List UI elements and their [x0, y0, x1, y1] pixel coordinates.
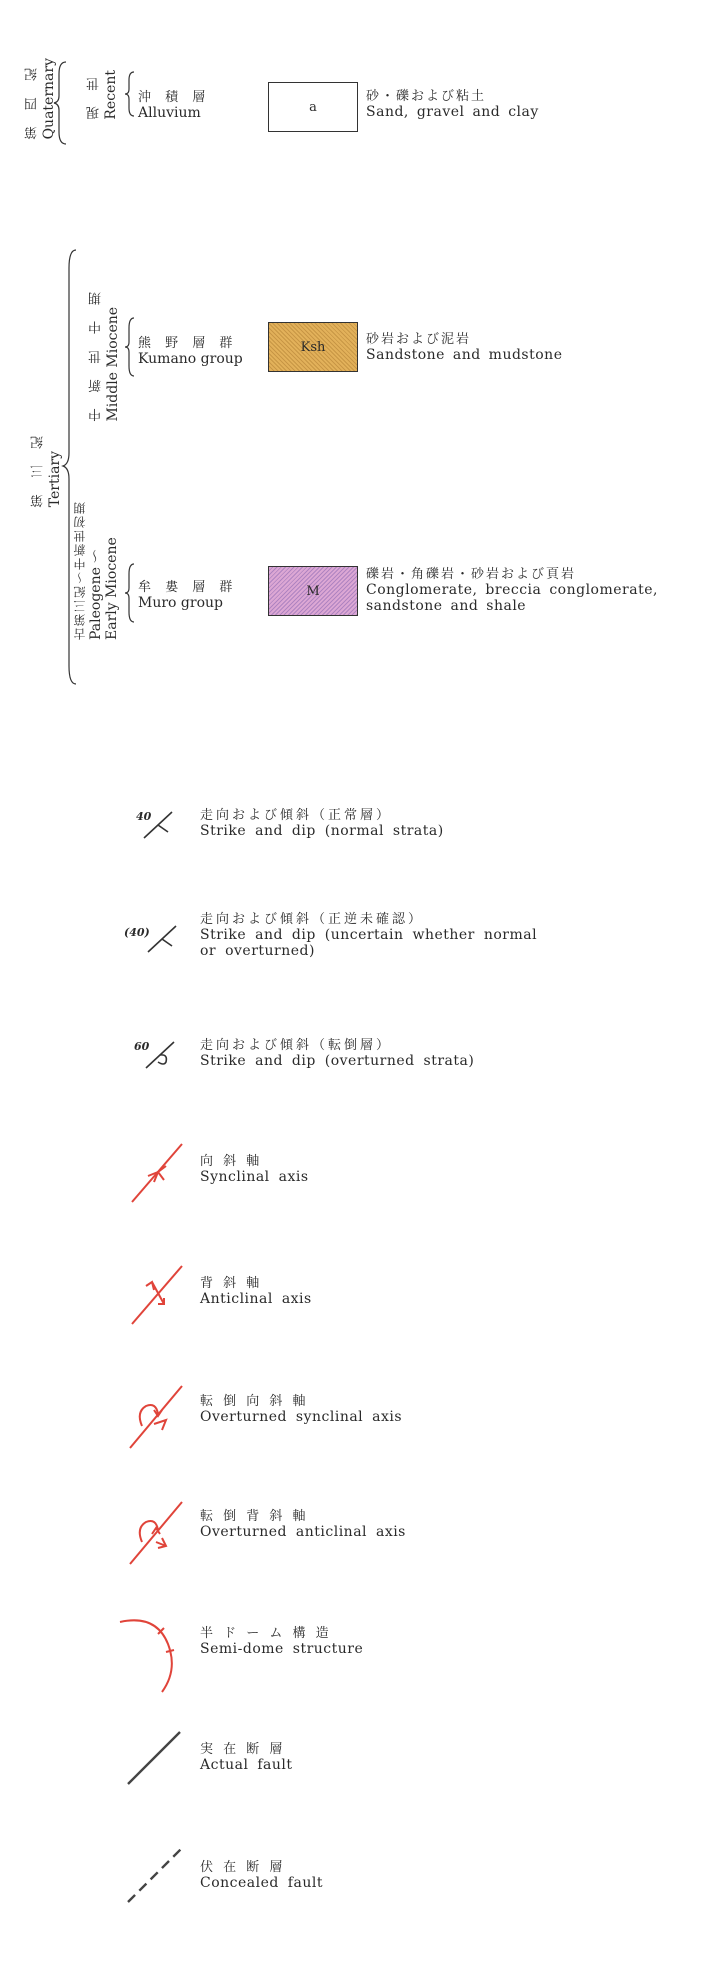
unit-kumano-desc-ja: 砂岩および泥岩 [366, 332, 472, 347]
anticlinal-en: Anticlinal axis [200, 1291, 312, 1307]
semi-dome-text [200, 1622, 363, 1657]
brace-recent [126, 70, 136, 118]
semi-dome-ja: 半 ド ー ム 構 造 [200, 1626, 332, 1641]
strike-normal-en: Strike and dip (normal strata) [200, 823, 444, 839]
epoch-early-ja: 古第三紀～中新世初期 [73, 500, 87, 640]
unit-alluvium-code: a [309, 99, 317, 115]
overturned-synclinal-en: Overturned synclinal axis [200, 1409, 403, 1425]
overturned-synclinal-axis-icon [126, 1382, 188, 1452]
synclinal-axis-icon [128, 1140, 188, 1206]
unit-kumano-ja: 熊 野 層 群 [138, 336, 238, 351]
epoch-recent [88, 70, 119, 120]
unit-alluvium-desc [366, 85, 539, 120]
period-quaternary-ja: 第 四 紀 [25, 62, 40, 140]
overturned-synclinal-ja: 転 倒 向 斜 軸 [200, 1394, 309, 1409]
unit-alluvium-label [138, 86, 210, 121]
epoch-middle-miocene-en: Middle Miocene [104, 306, 121, 422]
concealed-fault-icon [124, 1846, 186, 1906]
unit-muro-desc-en-1: Conglomerate, breccia conglomerate, [366, 582, 658, 598]
actual-fault-ja: 実 在 断 層 [200, 1742, 286, 1757]
unit-muro-en: Muro group [138, 595, 223, 611]
unit-kumano-code: Ksh [300, 339, 326, 355]
period-tertiary [32, 430, 63, 507]
strike-overturned-dip-value: 60 [134, 1040, 150, 1053]
unit-alluvium-desc-en: Sand, gravel and clay [366, 104, 539, 120]
strike-overturned-ja: 走向および傾斜（転倒層） [200, 1038, 393, 1053]
synclinal-ja: 向 斜 軸 [200, 1154, 263, 1169]
unit-muro-ja: 牟 婁 層 群 [138, 580, 238, 595]
strike-dip-icon [142, 810, 182, 840]
unit-alluvium-desc-ja: 砂・礫および粘土 [366, 89, 487, 104]
strike-overturned-text [200, 1034, 474, 1069]
synclinal-text [200, 1150, 309, 1185]
epoch-recent-en: Recent [102, 70, 119, 120]
unit-muro-desc-en-2: sandstone and shale [366, 598, 527, 614]
semi-dome-icon [116, 1610, 188, 1696]
overturned-anticlinal-ja: 転 倒 背 斜 軸 [200, 1509, 309, 1524]
epoch-middle-miocene [90, 286, 121, 422]
overturned-synclinal-text [200, 1390, 402, 1425]
overturned-anticlinal-text [200, 1505, 406, 1540]
anticlinal-ja: 背 斜 軸 [200, 1276, 263, 1291]
unit-muro-desc-ja: 礫岩・角礫岩・砂岩および頁岩 [366, 567, 577, 582]
strike-normal-ja: 走向および傾斜（正常層） [200, 808, 393, 823]
anticlinal-text [200, 1272, 312, 1307]
brace-early [126, 562, 136, 624]
unit-muro-code: M [306, 583, 320, 599]
period-quaternary-en: Quaternary [40, 58, 57, 140]
period-tertiary-ja: 第 三 紀 [31, 430, 46, 508]
strike-normal-text [200, 804, 444, 839]
brace-quaternary [56, 60, 68, 145]
actual-fault-icon [124, 1728, 184, 1788]
brace-middle-miocene [126, 316, 136, 378]
epoch-early-en-2: Early Miocene [103, 537, 120, 640]
unit-kumano-desc [366, 328, 562, 363]
strike-dip-overturned-icon [144, 1040, 184, 1070]
epoch-middle-miocene-ja: 中 新 世 中 期 [89, 286, 104, 422]
unit-alluvium-ja: 沖 積 層 [138, 90, 211, 105]
unit-alluvium-swatch [268, 82, 358, 132]
strike-uncertain-dip-value: (40) [124, 926, 150, 939]
unit-muro-desc [366, 563, 658, 614]
synclinal-en: Synclinal axis [200, 1169, 309, 1185]
unit-kumano-en: Kumano group [138, 351, 243, 367]
strike-dip-uncertain-icon [146, 924, 186, 954]
unit-muro-swatch [268, 566, 358, 616]
strike-normal-dip-value: 40 [136, 810, 152, 823]
overturned-anticlinal-en: Overturned anticlinal axis [200, 1524, 406, 1540]
strike-uncertain-text [200, 908, 537, 959]
actual-fault-text [200, 1738, 293, 1773]
anticlinal-axis-icon [128, 1262, 188, 1328]
strike-uncertain-en-2: or overturned) [200, 943, 315, 959]
strike-uncertain-ja: 走向および傾斜（正逆未確認） [200, 912, 425, 927]
unit-muro-label [138, 576, 237, 611]
semi-dome-en: Semi-dome structure [200, 1641, 364, 1657]
strike-uncertain-en-1: Strike and dip (uncertain whether normal [200, 927, 538, 943]
period-tertiary-en: Tertiary [46, 450, 63, 508]
unit-kumano-desc-en: Sandstone and mudstone [366, 347, 563, 363]
strike-overturned-en: Strike and dip (overturned strata) [200, 1053, 475, 1069]
unit-alluvium-en: Alluvium [138, 105, 201, 121]
concealed-fault-text [200, 1856, 323, 1891]
period-quaternary [26, 58, 57, 139]
epoch-early [74, 500, 120, 640]
actual-fault-en: Actual fault [200, 1757, 293, 1773]
unit-kumano-swatch [268, 322, 358, 372]
epoch-early-en-1: Paleogene ～ [87, 548, 104, 640]
epoch-recent-ja: 現 世 [87, 71, 102, 120]
overturned-anticlinal-axis-icon [126, 1498, 188, 1568]
concealed-fault-en: Concealed fault [200, 1875, 323, 1891]
unit-kumano-label [138, 332, 243, 367]
concealed-fault-ja: 伏 在 断 層 [200, 1860, 286, 1875]
